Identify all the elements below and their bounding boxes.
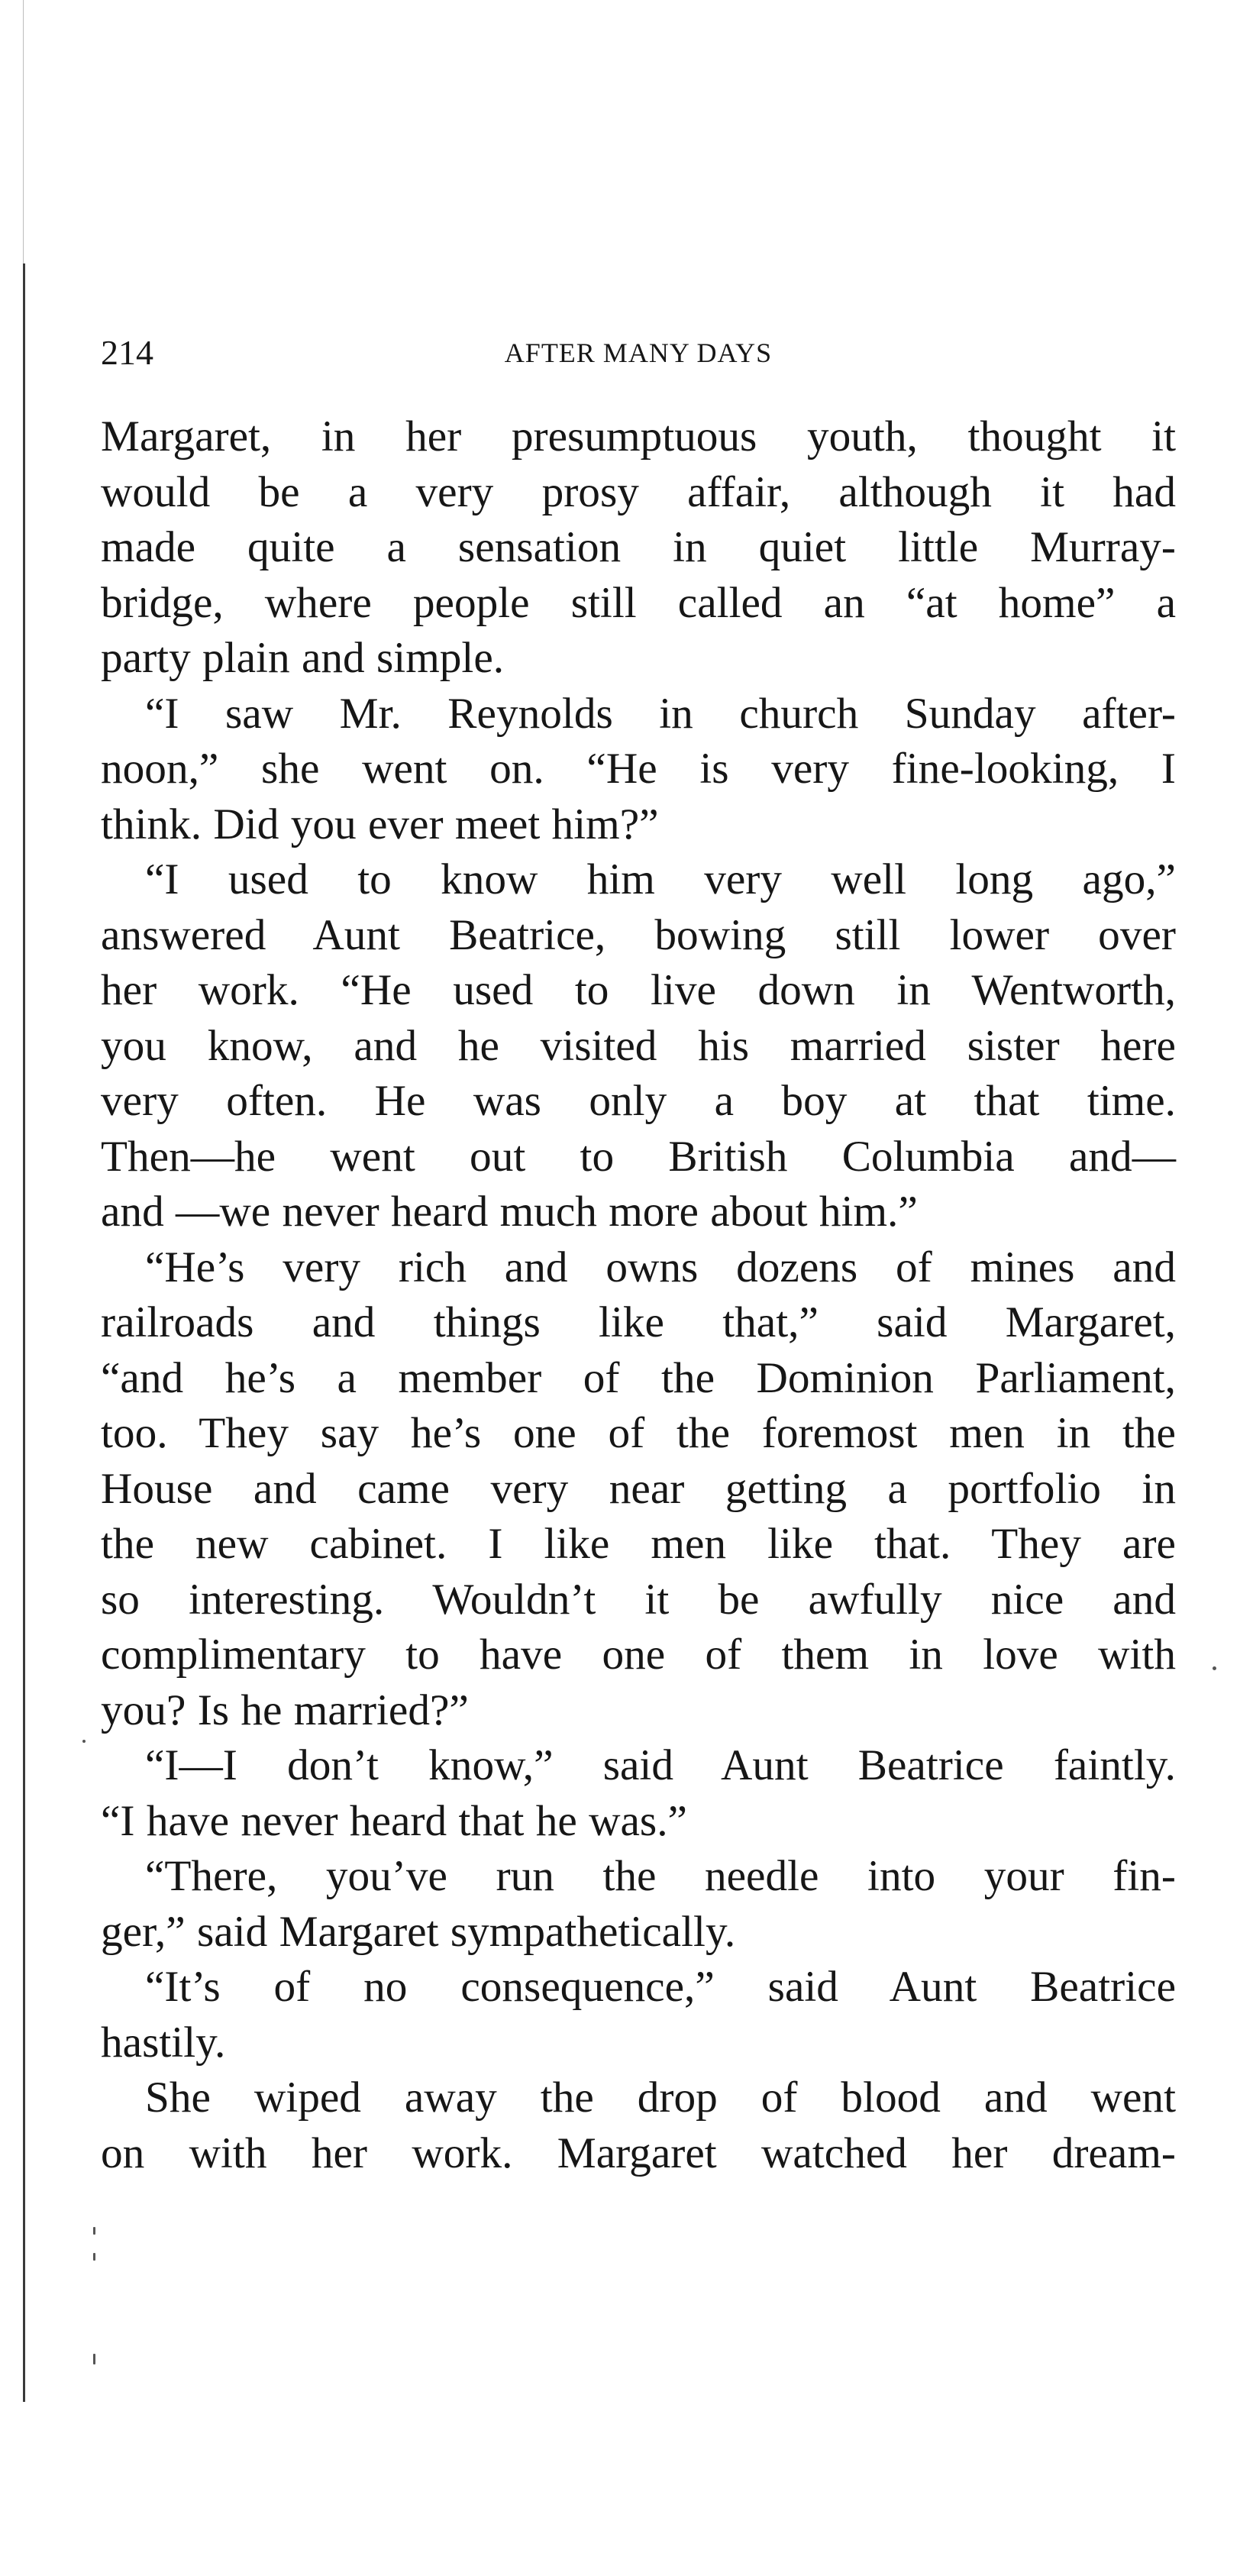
binding-edge	[23, 263, 25, 2402]
text-line: and —we never heard much more about him.”	[101, 1188, 918, 1236]
text-line: answered Aunt Beatrice, bowing still lower over	[101, 910, 1176, 959]
text-line: very often. He was only a boy at that time.	[101, 1077, 1176, 1125]
text-line: you? Is he married?”	[101, 1686, 469, 1734]
text-line: ger,” said Margaret sympathetically.	[101, 1907, 736, 1956]
page-number: 214	[101, 333, 153, 372]
text-line: “It’s of no consequence,” said Aunt Beatrice	[145, 1963, 1176, 2011]
print-speck	[93, 2354, 95, 2364]
text-line: “He’s very rich and owns dozens of mines and	[145, 1243, 1176, 1291]
page-header	[101, 330, 1176, 376]
print-speck	[93, 2253, 95, 2261]
text-line: Margaret, in her presumptuous youth, thought it	[101, 412, 1176, 461]
text-line: House and came very near getting a portfolio in	[101, 1464, 1176, 1513]
text-line: the new cabinet. I like men like that. They are	[101, 1520, 1176, 1568]
text-line: “I—I don’t know,” said Aunt Beatrice faintly.	[145, 1741, 1176, 1789]
text-line: “I saw Mr. Reynolds in church Sunday after-	[145, 689, 1176, 738]
print-speck	[1213, 1666, 1216, 1670]
text-line: her work. “He used to live down in Wentworth,	[101, 966, 1176, 1014]
text-line: complimentary to have one of them in love with	[101, 1631, 1176, 1679]
text-line: so interesting. Wouldn’t it be awfully nice and	[101, 1575, 1176, 1624]
body-text	[101, 409, 1176, 2181]
text-line: on with her work. Margaret watched her dream-	[101, 2128, 1176, 2177]
text-line: “I have never heard that he was.”	[101, 1796, 687, 1845]
text-line: “I used to know him very well long ago,”	[145, 855, 1176, 903]
text-line: Then—he went out to British Columbia and—	[101, 1132, 1176, 1181]
print-speck	[93, 2227, 95, 2235]
running-head: AFTER MANY DAYS	[504, 338, 773, 368]
text-line: party plain and simple.	[101, 634, 505, 682]
text-line: hastily.	[101, 2018, 226, 2067]
binding-edge-upper	[23, 0, 24, 263]
text-line: would be a very prosy affair, although it had	[101, 467, 1176, 516]
text-line: made quite a sensation in quiet little Murray-	[101, 523, 1176, 571]
text-line: bridge, where people still called an “at home” a	[101, 578, 1176, 627]
print-speck	[82, 1740, 86, 1743]
text-line: She wiped away the drop of blood and went	[145, 2073, 1176, 2122]
text-line: think. Did you ever meet him?”	[101, 800, 659, 848]
text-line: “and he’s a member of the Dominion Parliament,	[101, 1353, 1176, 1402]
text-line: too. They say he’s one of the foremost men in the	[101, 1409, 1176, 1457]
text-line: “There, you’ve run the needle into your fin-	[145, 1852, 1176, 1900]
text-line: railroads and things like that,” said Margaret,	[101, 1298, 1176, 1346]
text-line: you know, and he visited his married sister here	[101, 1021, 1176, 1070]
text-line: noon,” she went on. “He is very fine-looking, I	[101, 745, 1176, 793]
